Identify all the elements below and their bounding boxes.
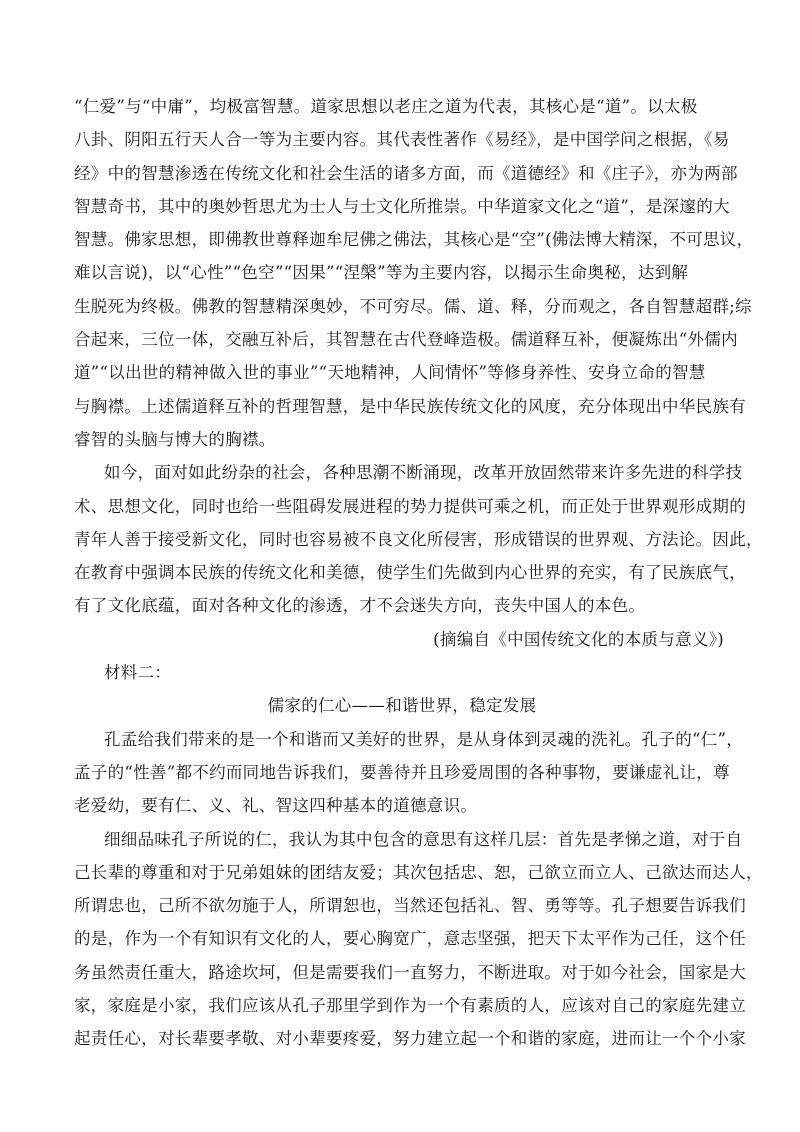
text-line: 难以言说)，以“心性”“色空”“因果”“涅槃”等为主要内容，以揭示生命奥秘，达到解	[74, 263, 689, 283]
text-line: 起责任心，对长辈要孝敬、对小辈要疼爱，努力建立起一个和谐的家庭，进而让一个个小家	[74, 1029, 746, 1049]
paragraph-first-line: 细细品味孔子所说的仁，我认为其中包含的意思有这样几层：首先是孝悌之道，对于自	[104, 829, 743, 849]
text-line: 智慧。佛家思想，即佛教世尊释迦牟尼佛之佛法，其核心是“空”(佛法博大精深，不可思议，	[74, 230, 754, 250]
text-line: 经》中的智慧渗透在传统文化和社会生活的诸多方面，而《道德经》和《庄子》，亦为两部	[74, 163, 738, 183]
text-line: 己长辈的尊重和对于兄弟姐妹的团结友爱；其次包括忠、恕，己欲立而立人、己欲达而达人，	[74, 862, 763, 882]
text-line: 务虽然责任重大，路途坎坷，但是需要我们一直努力，不断进取。对于如今社会，国家是大	[74, 962, 746, 982]
text-line: 与胸襟。上述儒道释互补的哲理智慧，是中华民族传统文化的风度，充分体现出中华民族有	[74, 396, 746, 416]
source-citation: (摘编自《中国传统文化的本质与意义》)	[433, 629, 724, 649]
text-line: 孟子的“性善”都不约而同地告诉我们，要善待并且珍爱周围的各种事物，要谦虚礼让，尊	[74, 762, 730, 782]
text-line: 智慧奇书，其中的奥妙哲思尤为士人与士文化所推崇。中华道家文化之“道”，是深邃的大	[74, 196, 730, 216]
text-line: “仁爱”与“中庸”，均极富智慧。道家思想以老庄之道为代表，其核心是“道”。以太极	[74, 97, 698, 116]
text-line: 的是，作为一个有知识有文化的人，要心胸宽广，意志坚强，把天下太平作为己任，这个任	[74, 929, 746, 949]
text-line: 有了文化底蕴，面对各种文化的渗透，才不会迷失方向，丧失中国人的本色。	[74, 596, 646, 616]
section-title: 儒家的仁心——和谐世界，稳定发展	[267, 696, 537, 716]
text-line: 术、思想文化，同时也给一些阻碍发展进程的势力提供可乘之机，而正处于世界观形成期的	[74, 496, 746, 516]
text-line: 所谓忠也，己所不欲勿施于人，所谓恕也，当然还包括礼、智、勇等等。孔子想要告诉我们	[74, 896, 746, 916]
text-line: 生脱死为终极。佛教的智慧精深奥妙，不可穷尽。儒、道、释，分而观之，各自智慧超群;综	[74, 296, 752, 316]
paragraph-first-line: 如今，面对如此纷杂的社会，各种思潮不断涌现，改革开放固然带来许多先进的科学技	[104, 463, 743, 483]
text-line: 青年人善于接受新文化，同时也容易被不良文化所侵害，形成错误的世界观、方法论。因此，	[74, 529, 763, 549]
text-line: 睿智的头脑与博大的胸襟。	[74, 429, 276, 449]
text-line: 老爱幼，要有仁、义、礼、智这四种基本的道德意识。	[74, 796, 478, 816]
text-line: 道”“以出世的精神做入世的事业”“天地精神，人间情怀”等修身养性、安身立命的智慧	[74, 363, 706, 383]
paragraph-first-line: 孔孟给我们带来的是一个和谐而又美好的世界，是从身体到灵魂的洗礼。孔子的“仁”，	[104, 729, 744, 749]
text-line: 合起来，三位一体，交融互补后，其智慧在古代登峰造极。儒道释互补，便凝炼出“外儒内	[74, 330, 738, 350]
text-line: 家，家庭是小家，我们应该从孔子那里学到作为一个有素质的人，应该对自己的家庭先建立	[74, 996, 746, 1016]
text-block	[74, 90, 763, 1056]
text-line: 在教育中强调本民族的传统文化和美德，使学生们先做到内心世界的充实，有了民族底气，	[74, 563, 746, 583]
text-line: 八卦、阴阳五行天人合一等为主要内容。其代表性著作《易经》，是中国学问之根据，《易	[74, 130, 730, 150]
material-label: 材料二：	[104, 663, 172, 683]
